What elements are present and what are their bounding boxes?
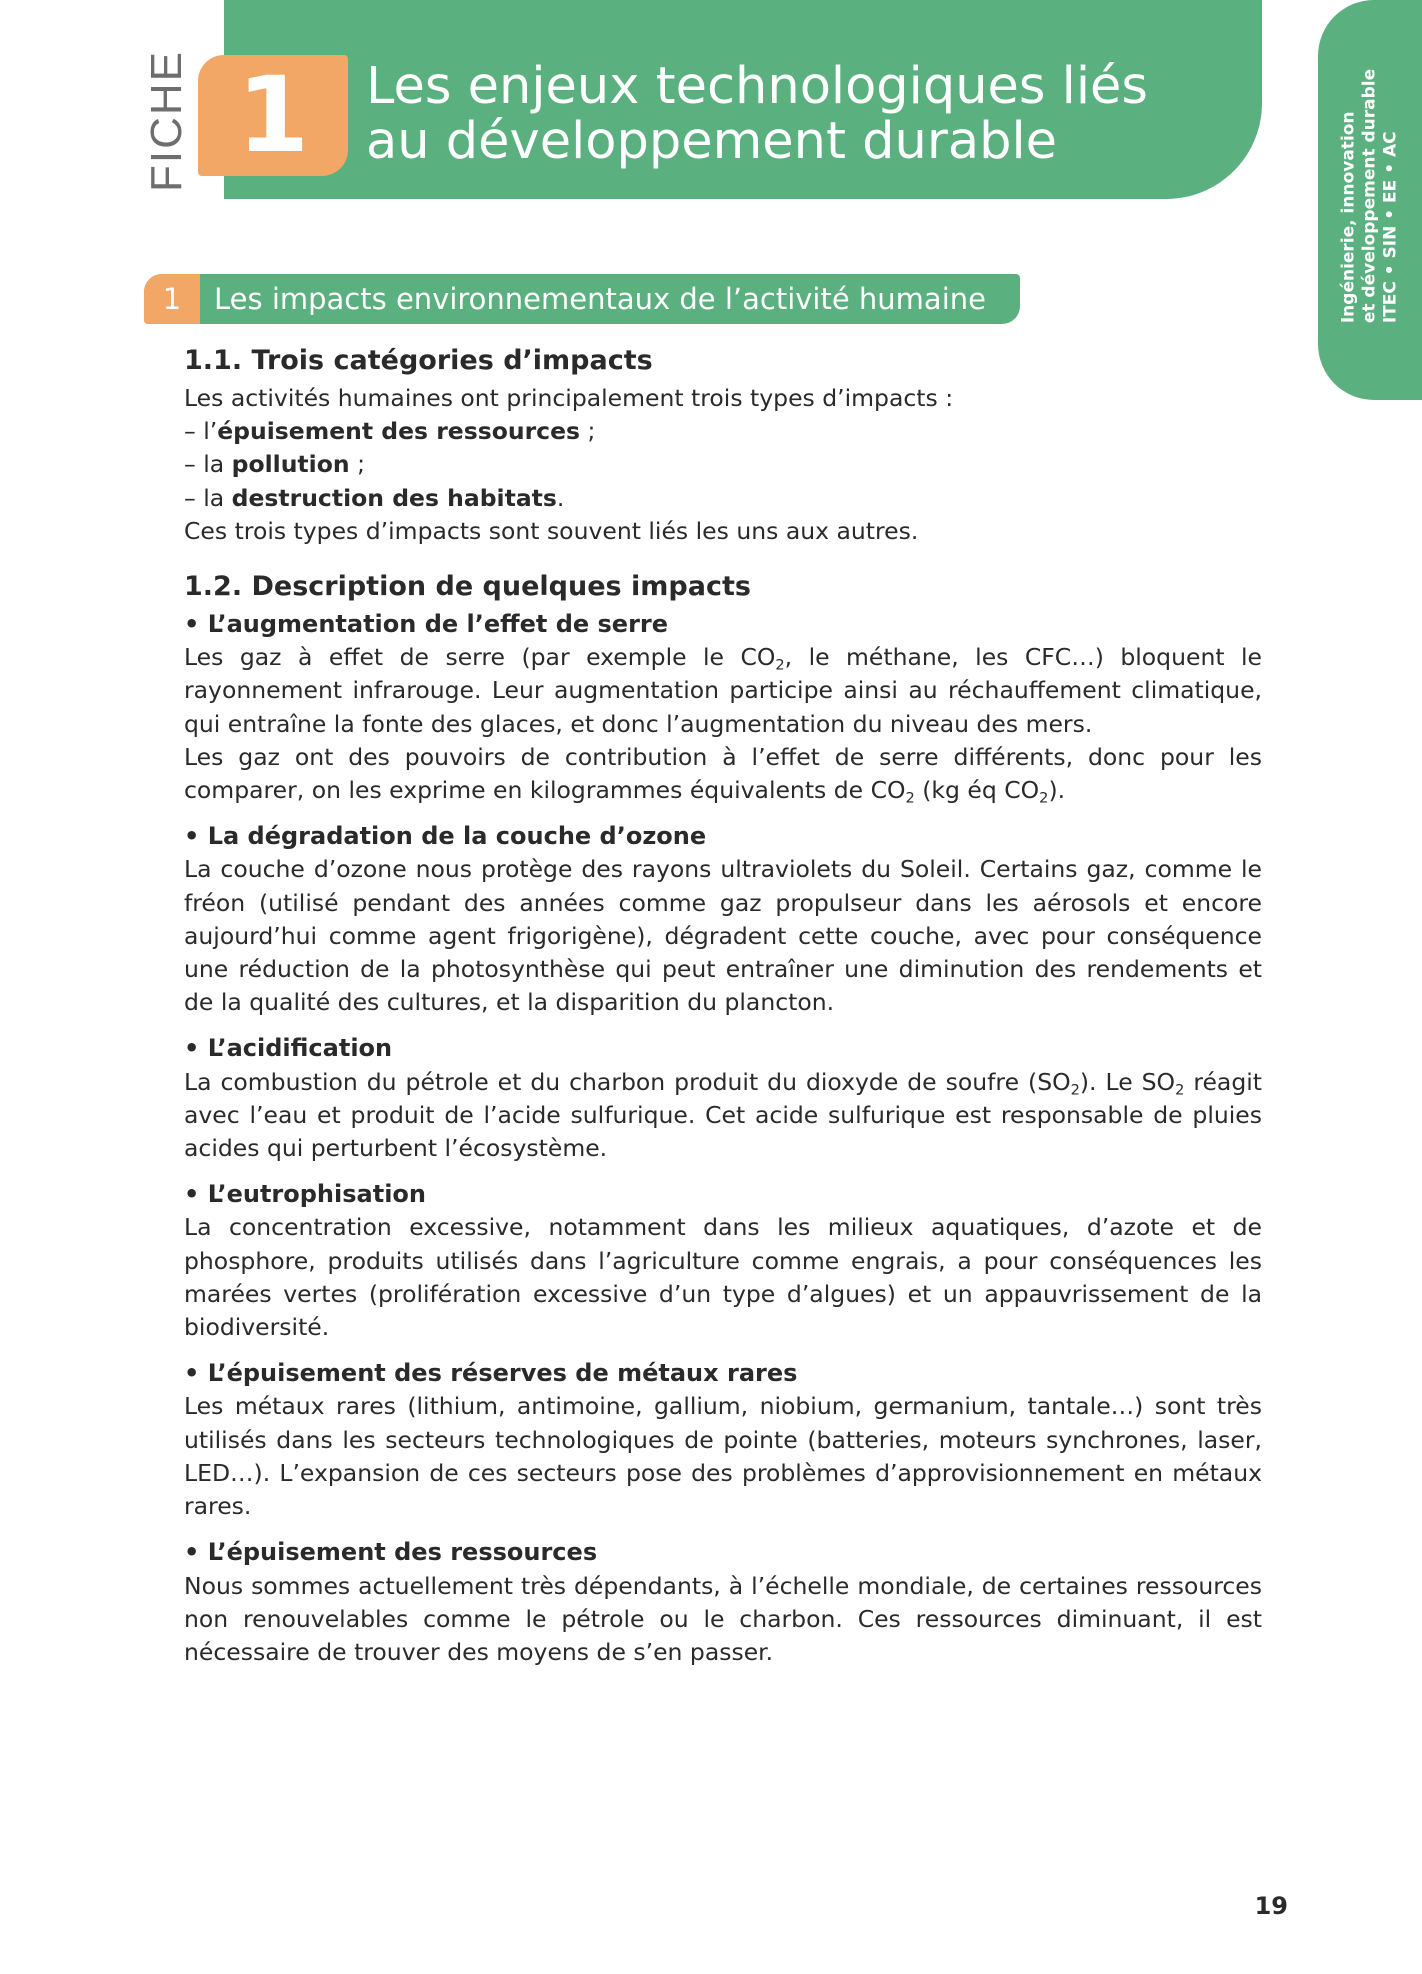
- impact-text-ozone: La couche d’ozone nous protège des rayons ultraviolets du Soleil. Certains gaz, comme le fréon (utilisé pendant des années comme gaz propulseur dans les aérosols et encore aujourd’hui comme agent frigorigène), dégradent cette couche, avec pour conséquence une réduction de la photosynthèse qui peut entraîner une diminution des rendements et de la qualité des cultures, et la disparition du plancton.: [184, 855, 1262, 1017]
- chapter-side-tab: [1318, 0, 1422, 400]
- subsection-heading-1-1: 1.1. Trois catégories d’impacts: [184, 345, 653, 376]
- impacts-list: [184, 415, 1262, 515]
- section-banner: [144, 274, 1020, 324]
- impact-text-eutrophication: La concentration excessive, notamment dans les milieux aquatiques, d’azote et de phosphore, produits utilisés dans l’agriculture comme engrais, a pour conséquences les marées vertes (prolifération excessive d’un type d’algues) et un appauvrissement de la biodiversité.: [184, 1213, 1262, 1342]
- impact-text-greenhouse-1: Les gaz à effet de serre (par exemple le $CO_2$, le méthane, les CFC…) bloquent le rayonnement infrarouge. Leur augmentation participe ainsi au réchauffement climatique, qui entraîne la fonte des glaces, et donc l’augmentation du niveau des mers.: [184, 643, 1262, 738]
- page-title-line-2: au développement durable: [366, 112, 1058, 171]
- page-title-line-1: Les enjeux technologiques liés: [366, 57, 1148, 116]
- page-number: 19: [1254, 1892, 1288, 1920]
- side-tab-line-3: ITEC • SIN • EE • AC: [1380, 131, 1401, 324]
- chapter-side-tab-text: [1339, 69, 1402, 323]
- impact-title-rare-metals: • L’épuisement des réserves de métaux rares: [184, 1359, 798, 1388]
- side-tab-line-1: Ingénierie, innovation: [1338, 111, 1359, 324]
- content: [184, 340, 1262, 1669]
- impact-text-resources: Nous sommes actuellement très dépendants, à l’échelle mondiale, de certaines ressources non renouvelables comme le pétrole ou le charbon. Ces ressources diminuant, il est nécessaire de trouver des moyens de s’en passer.: [184, 1571, 1262, 1666]
- impact-text-rare-metals: Les métaux rares (lithium, antimoine, gallium, niobium, germanium, tantale…) sont très utilisés dans les secteurs technologiques de pointe (batteries, moteurs synchrones, laser, LED…). L’expansion de ces secteurs pose des problèmes d’approvisionnement en métaux rares.: [184, 1392, 1262, 1521]
- section-title: Les impacts environnementaux de l’activité humaine: [214, 282, 986, 316]
- impact-text-acidification: La combustion du pétrole et du charbon produit du dioxyde de soufre $(SO_2)$. Le $SO_2$ réagit avec l’eau et produit de l’acide sulfurique. Cet acide sulfurique est responsable de pluies acides qui perturbent l’écosystème.: [184, 1067, 1262, 1163]
- impacts-outro: Ces trois types d’impacts sont souvent liés les uns aux autres.: [184, 516, 919, 545]
- impact-title-resources: • L’épuisement des ressources: [184, 1538, 598, 1567]
- impacts-intro: Les activités humaines ont principalement trois types d’impacts :: [184, 384, 954, 412]
- side-tab-line-2: et développement durable: [1359, 68, 1380, 324]
- subsection-heading-1-2: 1.2. Description de quelques impacts: [184, 571, 751, 603]
- fiche-label-text: FICHE: [142, 50, 191, 192]
- page-title: [366, 59, 1246, 169]
- section-number: 1: [144, 274, 200, 324]
- impact-title-greenhouse: • L’augmentation de l’effet de serre: [184, 610, 669, 639]
- impact-title-eutrophication: • L’eutrophisation: [184, 1180, 426, 1209]
- list-item: – la destruction des habitats.: [184, 483, 565, 512]
- impact-title-acidification: • L’acidification: [184, 1034, 393, 1063]
- fiche-number: 1: [198, 55, 348, 176]
- impact-text-greenhouse-2: Les gaz ont des pouvoirs de contribution à l’effet de serre différents, donc pour les comparer, on les exprime en kilogrammes équivalents de $CO_2$ (kg éq $CO_2$).: [184, 742, 1262, 807]
- list-item: – l’épuisement des ressources ;: [184, 417, 596, 446]
- fiche-label: [142, 50, 192, 192]
- impact-title-ozone: • La dégradation de la couche d’ozone: [184, 822, 707, 851]
- list-item: – la pollution ;: [184, 450, 365, 479]
